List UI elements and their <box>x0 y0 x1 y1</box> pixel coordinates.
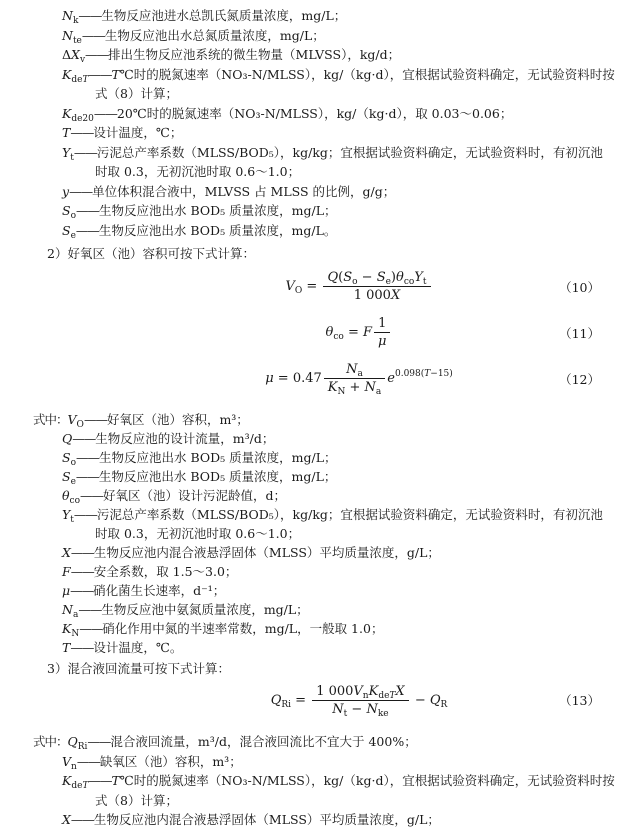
em-dash: —— <box>73 506 97 522</box>
equation-row-13 <box>0 678 623 722</box>
definition-text: 好氧区（池）设计污泥龄值，d； <box>103 487 287 503</box>
em-dash: —— <box>93 105 117 121</box>
equation-13: $Q_{Ri}$ = $\frac{1 000V_nK_{deT}X}{N_t - N_{ke}}$ − $Q_R$ <box>270 683 448 719</box>
definition-line <box>0 429 623 448</box>
variable-symbol: y <box>62 183 70 199</box>
variable-symbol: $N_k$ <box>62 8 79 26</box>
em-dash: —— <box>76 449 99 465</box>
variable-symbol: T <box>62 639 71 655</box>
definition-line <box>0 182 623 202</box>
definition-line <box>0 619 623 638</box>
definition-text: 缺氧区（池）容积，m³； <box>99 753 242 769</box>
em-dash: —— <box>72 430 96 446</box>
list-item-heading-3: 3）混合液回流量可按下式计算： <box>47 660 230 676</box>
definition-line <box>0 6 623 26</box>
definition-text: 生物反应池出水 BOD₅ 质量浓度，mg/L。 <box>98 222 337 238</box>
definition-line <box>0 65 623 85</box>
where-label: 式中： <box>33 411 68 427</box>
em-dash: —— <box>75 222 99 238</box>
definition-text: 设计温度，℃。 <box>93 639 183 655</box>
variable-symbol: $Q_{Ri}$ <box>67 734 88 752</box>
definition-line <box>0 467 623 486</box>
definition-text: 生物反应池出水 BOD₅ 质量浓度，mg/L； <box>98 468 337 484</box>
definition-continuation-line: 时取 0.3，无初沉池时取 0.6～1.0； <box>95 164 301 179</box>
definition-line <box>0 600 623 619</box>
variable-symbol: X <box>62 544 71 560</box>
definition-text: 硝化作用中氮的半速率常数，mg/L，一般取 1.0； <box>102 620 384 636</box>
variable-symbol: $S_o$ <box>62 203 76 221</box>
variable-symbol: $S_o$ <box>62 449 76 468</box>
symbol-legend-top <box>0 6 623 240</box>
list-item-heading-2: 2）好氧区（池）容积可按下式计算： <box>47 246 255 261</box>
definition-line <box>0 221 623 241</box>
variable-symbol: $V_O$ <box>67 411 84 430</box>
variable-symbol: X <box>62 812 71 827</box>
variable-symbol: $K_{deT}$ <box>62 66 89 85</box>
definition-line <box>0 26 623 46</box>
equation-12: μ = 0.47 $\frac{N_a}{K_N + N_a}$ $e^{0.098(T-15)}$ <box>265 362 453 397</box>
em-dash: —— <box>78 8 102 23</box>
variable-symbol: $V_n$ <box>62 753 77 772</box>
em-dash: —— <box>88 66 112 82</box>
definition-text: 生物反应池出水总氮质量浓度，mg/L； <box>104 27 325 43</box>
definition-line <box>0 810 623 830</box>
definition-text: 20℃时的脱氮速率（NO₃-N/MLSS），kg/（kg·d），取 0.03～0.06； <box>116 105 513 121</box>
definition-text: T℃时的脱氮速率（NO₃-N/MLSS），kg/（kg·d），宜根据试验资料确定，无试验资料时按 <box>111 66 615 82</box>
definition-line <box>0 771 623 791</box>
em-dash: —— <box>76 753 100 769</box>
definition-text: 污泥总产率系数（MLSS/BOD₅），kg/kg；宜根据试验资料确定，无试验资料时，有初沉池 <box>96 506 603 522</box>
where-label: 式中： <box>33 734 68 749</box>
definition-line <box>0 638 623 657</box>
definition-text: 硝化菌生长速率，d⁻¹； <box>93 582 226 598</box>
em-dash: —— <box>75 468 99 484</box>
definition-continuation-line: 时取 0.3，无初沉池时取 0.6～1.0； <box>95 525 301 541</box>
em-dash: —— <box>69 183 93 199</box>
definition-line <box>0 543 623 562</box>
em-dash: —— <box>80 487 103 503</box>
em-dash: —— <box>70 544 94 560</box>
definition-text: 生物反应池出水 BOD₅ 质量浓度，mg/L； <box>99 203 337 218</box>
definition-line <box>0 505 623 524</box>
definition-line <box>0 143 623 163</box>
equation-row-12 <box>0 356 623 402</box>
equation-number-11: （11） <box>559 325 600 341</box>
equation-number-10: （10） <box>559 279 600 295</box>
variable-symbol: T <box>62 125 71 140</box>
em-dash: —— <box>87 734 111 749</box>
definition-text: 混合液回流量，m³/d，混合液回流比不宜大于 400%； <box>110 734 417 749</box>
definition-line <box>0 562 623 581</box>
definition-text: T℃时的脱氮速率（NO₃-N/MLSS），kg/（kg·d），宜根据试验资料确定，无试验资料时按 <box>111 773 615 788</box>
variable-symbol: $N_{te}$ <box>62 27 82 46</box>
variable-symbol: $K_N$ <box>62 620 80 639</box>
em-dash: —— <box>78 601 102 617</box>
em-dash: —— <box>83 411 107 427</box>
variable-symbol: $\Delta X_v$ <box>62 47 86 65</box>
em-dash: —— <box>79 620 103 636</box>
variable-symbol: F <box>62 563 71 579</box>
symbol-legend-middle <box>0 410 623 657</box>
equation-10: $V_O$ = $\frac{Q(S_o - S_e)\theta_{co}Y_t}{1 000X}$ <box>285 270 432 303</box>
variable-symbol: Q <box>62 430 73 446</box>
variable-symbol: $Y_t$ <box>62 506 74 525</box>
definition-text: 污泥总产率系数（MLSS/BOD₅），kg/kg；宜根据试验资料确定，无试验资料时，有初沉池 <box>96 144 603 160</box>
variable-symbol: $N_a$ <box>62 601 79 620</box>
symbol-legend-bottom <box>0 732 623 830</box>
em-dash: —— <box>70 582 94 598</box>
definition-text: 生物反应池的设计流量，m³/d； <box>95 430 275 446</box>
em-dash: —— <box>85 47 109 62</box>
definition-line <box>0 732 623 752</box>
definition-text: 单位体积混合液中，MLVSS 占 MLSS 的比例，g/g； <box>92 183 396 199</box>
variable-symbol: $K_{de20}$ <box>62 105 94 124</box>
variable-symbol: $Y_t$ <box>62 144 74 163</box>
definition-text: 生物反应池中氨氮质量浓度，mg/L； <box>101 601 309 617</box>
definition-text: 生物反应池进水总凯氏氮质量浓度，mg/L； <box>101 8 347 23</box>
definition-line <box>0 752 623 772</box>
em-dash: —— <box>81 27 105 43</box>
equation-number-12: （12） <box>559 371 600 387</box>
definition-continuation-line: 式（8）计算； <box>95 792 178 808</box>
equation-11: $\theta_{co} = F$ $\frac{1}{\mu}$ <box>326 316 393 349</box>
em-dash: —— <box>88 773 112 788</box>
definition-line <box>0 201 623 221</box>
definition-text: 生物反应池内混合液悬浮固体（MLSS）平均质量浓度，g/L； <box>93 544 440 560</box>
definition-line <box>0 123 623 143</box>
definition-line <box>0 104 623 124</box>
equation-number-13: （13） <box>559 693 600 708</box>
variable-symbol: μ <box>62 582 71 598</box>
variable-symbol: $\theta_{co}$ <box>62 487 80 506</box>
definition-line <box>0 45 623 65</box>
definition-line <box>0 486 623 505</box>
em-dash: —— <box>73 144 97 160</box>
em-dash: —— <box>70 125 94 140</box>
definition-text: 排出生物反应池系统的微生物量（MLVSS），kg/d； <box>108 47 401 62</box>
variable-symbol: $S_e$ <box>62 468 76 487</box>
definition-text: 生物反应池内混合液悬浮固体（MLSS）平均质量浓度，g/L； <box>93 812 440 827</box>
variable-symbol: $K_{deT}$ <box>62 773 89 791</box>
em-dash: —— <box>70 812 94 827</box>
definition-text: 好氧区（池）容积，m³； <box>106 411 249 427</box>
equation-row-10 <box>0 264 623 310</box>
equation-row-11 <box>0 310 623 356</box>
definition-continuation-line: 式（8）计算； <box>95 86 178 101</box>
definition-line <box>0 410 623 429</box>
definition-text: 安全系数，取 1.5～3.0； <box>93 563 238 579</box>
definition-text: 设计温度，℃； <box>93 125 183 140</box>
variable-symbol: $S_e$ <box>62 222 76 241</box>
definition-line <box>0 448 623 467</box>
em-dash: —— <box>70 639 94 655</box>
definition-line <box>0 581 623 600</box>
em-dash: —— <box>76 203 99 218</box>
definition-text: 生物反应池出水 BOD₅ 质量浓度，mg/L； <box>99 449 337 465</box>
em-dash: —— <box>70 563 94 579</box>
